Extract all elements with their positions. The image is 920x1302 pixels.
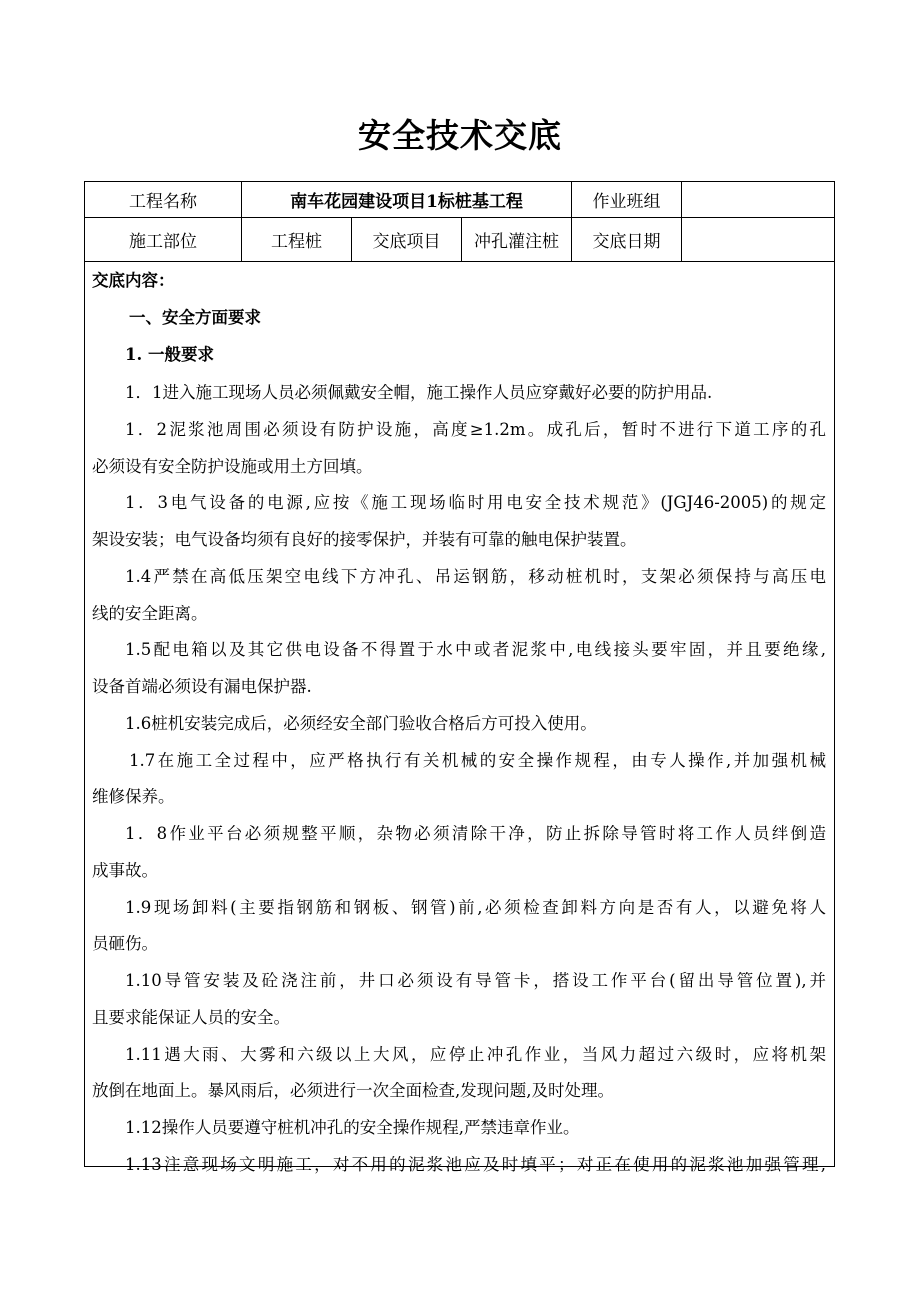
content-line: 1．1进入施工现场人员必须佩戴安全帽，施工操作人员应穿戴好必要的防护用品. <box>125 383 713 402</box>
content-line: 1.10导管安装及砼浇注前，井口必须设有导管卡，搭设工作平台(留出导管位置),并 <box>125 971 826 990</box>
team-label: 作业班组 <box>592 192 661 212</box>
content-line: 必须设有安全防护设施或用土方回填。 <box>92 457 373 476</box>
content-line: 1．3电气设备的电源,应按《施工现场临时用电安全技术规范》(JGJ46-2005)的规定 <box>125 493 826 512</box>
team-value <box>682 182 834 217</box>
content-line: 员砸伤。 <box>92 934 158 953</box>
item-value: 冲孔灌注桩 <box>474 232 559 252</box>
section-heading: 一、安全方面要求 <box>129 308 261 327</box>
content-label: 交底内容： <box>92 271 175 290</box>
content-line: 1.9现场卸料(主要指钢筋和钢板、钢管)前,必须检查卸料方向是否有人，以避免将人 <box>125 898 826 917</box>
disclosure-form <box>84 181 835 1174</box>
project-name-label: 工程名称 <box>129 192 197 212</box>
content-line: 1.4严禁在高低压架空电线下方冲孔、吊运钢筋，移动桩机时，支架必须保持与高压电 <box>125 567 826 586</box>
content-line: 成事故。 <box>92 861 158 880</box>
content-line: 维修保养。 <box>92 787 175 806</box>
content-line: 1．2泥浆池周围必须设有防护设施，高度≥1.2m。成孔后，暂时不进行下道工序的孔 <box>125 420 826 439</box>
content-line: 1.13注意现场文明施工，对不用的泥浆池应及时填平；对正在使用的泥浆池加强管理, <box>125 1155 826 1174</box>
content-line: 1.7在施工全过程中，应严格执行有关机械的安全操作规程，由专人操作,并加强机械 <box>129 751 826 770</box>
content-line: 线的安全距离。 <box>92 604 208 623</box>
project-name-value: 南车花园建设项目1标桩基工程 <box>290 192 523 212</box>
content-line: 1．8作业平台必须规整平顺，杂物必须清除干净，防止拆除导管时将工作人员绊倒造 <box>125 824 826 843</box>
content-line: 1.5配电箱以及其它供电设备不得置于水中或者泥浆中,电线接头要牢固，并且要绝缘, <box>125 640 826 659</box>
date-value <box>682 218 834 261</box>
content-line: 设备首端必须设有漏电保护器. <box>92 677 312 696</box>
content-line: 放倒在地面上。暴风雨后，必须进行一次全面检查,发现问题,及时处理。 <box>92 1081 614 1100</box>
content-line: 且要求能保证人员的安全。 <box>92 1008 290 1027</box>
document-title: 安全技术交底 <box>358 116 562 155</box>
row-divider <box>85 261 834 262</box>
position-value: 工程桩 <box>271 232 322 252</box>
date-label: 交底日期 <box>592 232 661 252</box>
item-label: 交底项目 <box>372 232 441 252</box>
subsection-heading: 1. 一般要求 <box>125 345 214 364</box>
content-line: 架设安装；电气设备均须有良好的接零保护，并装有可靠的触电保护装置。 <box>92 530 637 549</box>
content-line: 1.12操作人员要遵守桩机冲孔的安全操作规程,严禁违章作业。 <box>125 1118 580 1137</box>
position-label: 施工部位 <box>129 232 197 252</box>
content-line: 1.11遇大雨、大雾和六级以上大风，应停止冲孔作业，当风力超过六级时，应将机架 <box>125 1045 826 1064</box>
content-line: 1.6桩机安装完成后，必须经安全部门验收合格后方可投入使用。 <box>125 714 597 733</box>
